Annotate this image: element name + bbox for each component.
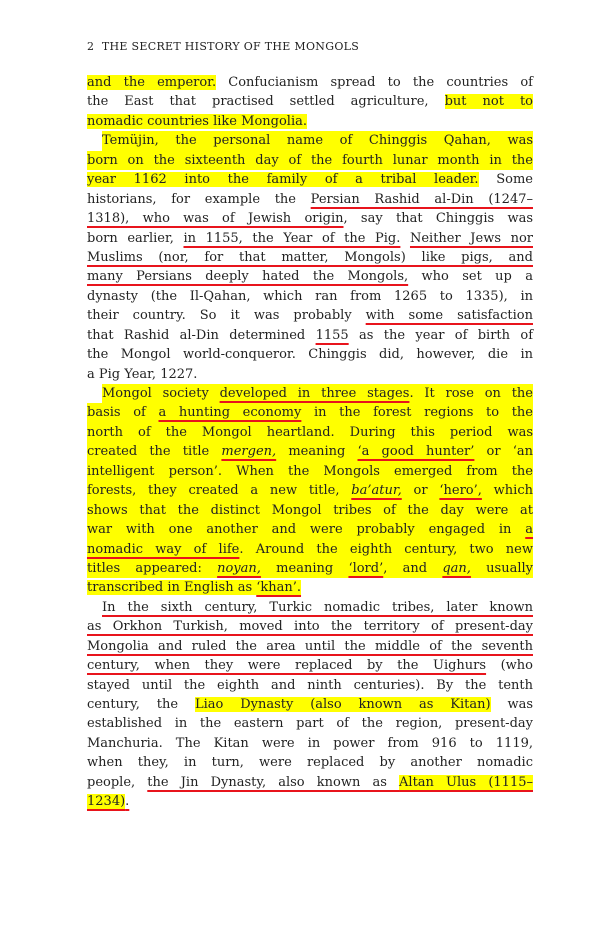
text-line <box>102 598 533 617</box>
text-segment: a Pig Year, 1227. <box>87 366 198 382</box>
underlined-text: nomadic way of life <box>87 541 240 557</box>
text-line <box>87 112 533 131</box>
underlined-text: qan, <box>442 560 471 576</box>
text-segment: intelligent person’. When the Mongols emerged from the <box>87 463 533 479</box>
text-segment: Temüjin, the personal name of Chinggis Qahan, was <box>102 133 533 149</box>
text-line <box>87 287 533 306</box>
text-segment: born earlier, <box>87 230 184 246</box>
text-segment: as the year of birth of <box>348 327 534 343</box>
text-segment: in the forest regions to the <box>301 405 533 421</box>
text-segment: Manchuria. The Kitan were in power from 916 to 1119, <box>87 735 533 751</box>
text-segment: meaning <box>276 444 358 460</box>
text-line <box>87 92 533 111</box>
text-segment: their country. So it was probably <box>87 308 366 324</box>
highlighted-underlined-text: Altan Ulus (1115– <box>399 774 533 790</box>
text-line <box>87 462 533 481</box>
text-segment: forests, they created a new title, <box>87 483 352 499</box>
text-segment: the East that practised settled agriculture, <box>87 94 445 110</box>
text-segment: war with one another and were probably engaged in <box>87 522 526 538</box>
text-segment: , say that Chinggis was <box>343 211 533 227</box>
text-segment: born on the sixteenth day of the fourth lunar month in the <box>87 152 533 168</box>
text-line <box>87 345 533 364</box>
page-number: 2 <box>87 40 95 53</box>
running-title: THE SECRET HISTORY OF THE MONGOLS <box>101 40 360 53</box>
text-segment: (who <box>486 658 533 674</box>
text-segment: basis of <box>87 405 159 421</box>
text-line <box>87 501 533 520</box>
underlined-text: century, when they were replaced by the Uighurs <box>87 658 487 674</box>
highlighted-text: nomadic countries like Mongolia. <box>87 113 307 129</box>
underlined-text: Persian Rashid al-Din (1247– <box>310 191 533 207</box>
text-line <box>87 151 533 170</box>
text-segment: created the title <box>87 444 222 460</box>
highlighted-text: and the emperor. <box>87 75 217 90</box>
underlined-text: a <box>525 522 533 538</box>
underlined-text: many Persians deeply hated the Mongols, <box>87 269 409 285</box>
text-segment: or ‘an <box>474 444 534 460</box>
text-segment: was <box>490 697 533 712</box>
text-line <box>87 753 533 772</box>
text-line <box>87 403 533 422</box>
underlined-text: Neither Jews nor <box>409 230 533 246</box>
text-line <box>87 714 533 733</box>
text-line <box>87 481 533 500</box>
text-segment: . Around the eighth century, two new <box>239 541 533 557</box>
text-segment: , and <box>383 560 443 576</box>
text-line <box>87 73 533 92</box>
highlighted-text: but not to <box>444 94 533 110</box>
underlined-text: ba’atur, <box>351 483 402 499</box>
underlined-text: 1318), who was of Jewish origin <box>87 211 344 227</box>
underlined-text: developed in three stages <box>219 386 410 401</box>
highlighted-text: Liao Dynasty (also known as Kitan) <box>194 697 491 712</box>
text-line <box>87 442 533 461</box>
text-segment: when they, in turn, were replaced by another nomadic <box>87 755 533 771</box>
text-segment <box>400 231 410 246</box>
text-line <box>87 656 533 675</box>
text-segment: . It rose on the <box>409 386 533 401</box>
text-line <box>87 792 533 811</box>
text-line <box>87 209 533 228</box>
body-text <box>87 73 533 812</box>
text-line <box>87 170 533 189</box>
text-segment: Mongol society <box>102 386 220 401</box>
text-segment: meaning <box>260 560 349 576</box>
underlined-text: noyan, <box>217 560 261 576</box>
underlined-text: with some satisfaction <box>365 308 533 324</box>
text-segment: shows that the distinct Mongol tribes of the day were at <box>87 502 533 518</box>
running-header <box>87 40 359 53</box>
text-segment: the Mongol world-conqueror. Chinggis did, however, die in <box>87 347 533 363</box>
text-line <box>87 540 533 559</box>
underlined-text: mergen, <box>221 444 277 460</box>
text-segment: north of the Mongol heartland. During this period was <box>87 424 533 440</box>
text-line <box>87 365 533 384</box>
text-segment: which <box>481 483 533 499</box>
text-line <box>87 617 533 636</box>
text-segment: Confucianism spread to the countries of <box>216 75 533 90</box>
text-segment: Some <box>478 172 533 188</box>
text-line <box>87 734 533 753</box>
text-line <box>87 676 533 695</box>
text-line <box>87 559 533 578</box>
underlined-text: the Jin Dynasty, also known as <box>147 774 400 790</box>
text-segment: or <box>401 483 440 499</box>
text-line <box>87 248 533 267</box>
text-segment: usually <box>470 560 534 576</box>
underlined-text: in 1155, the Year of the Pig. <box>183 230 401 246</box>
underlined-text: ‘a good hunter’ <box>357 444 475 460</box>
text-line <box>87 520 533 539</box>
underlined-text: ‘lord’ <box>348 560 384 576</box>
text-line <box>87 773 533 792</box>
text-segment: stayed until the eighth and ninth centuries). By the tenth <box>87 677 533 693</box>
underlined-text: Mongolia and ruled the area until the middle of the seventh <box>87 638 533 654</box>
text-line <box>87 423 533 442</box>
underlined-text: ‘hero’, <box>439 483 482 499</box>
text-segment: people, <box>87 774 148 790</box>
text-line <box>87 637 533 656</box>
text-line <box>87 326 533 345</box>
underlined-text: a hunting economy <box>158 405 302 421</box>
text-segment: dynasty (the Il-Qahan, which ran from 1265 to 1335), in <box>87 288 533 304</box>
text-segment: that Rashid al-Din determined <box>87 327 316 343</box>
highlighted-text: transcribed in English as <box>87 580 257 596</box>
text-segment: established in the eastern part of the region, present-day <box>87 716 533 732</box>
text-segment: historians, for example the <box>87 191 311 207</box>
highlighted-text: year 1162 into the family of a tribal leader. <box>87 172 479 188</box>
underlined-text: In the sixth century, Turkic nomadic tribes, later known <box>102 599 533 615</box>
text-segment: who set up a <box>408 269 533 285</box>
underlined-text: . <box>125 794 130 810</box>
text-line <box>87 306 533 325</box>
text-line <box>87 267 533 286</box>
text-line <box>87 578 533 597</box>
text-line <box>87 229 533 248</box>
highlighted-underlined-text: ‘khan’. <box>256 580 302 596</box>
underlined-text: as Orkhon Turkish, moved into the territory of present-day <box>87 619 533 635</box>
text-line <box>87 695 533 714</box>
underlined-text: 1155 <box>315 327 349 343</box>
highlighted-underlined-text: 1234) <box>87 794 126 810</box>
text-line <box>87 190 533 209</box>
text-line <box>102 131 533 150</box>
text-segment: titles appeared: <box>87 560 218 576</box>
text-line <box>102 384 533 403</box>
text-segment: century, the <box>87 697 195 712</box>
underlined-text: Muslims (nor, for that matter, Mongols) like pigs, and <box>87 249 533 265</box>
